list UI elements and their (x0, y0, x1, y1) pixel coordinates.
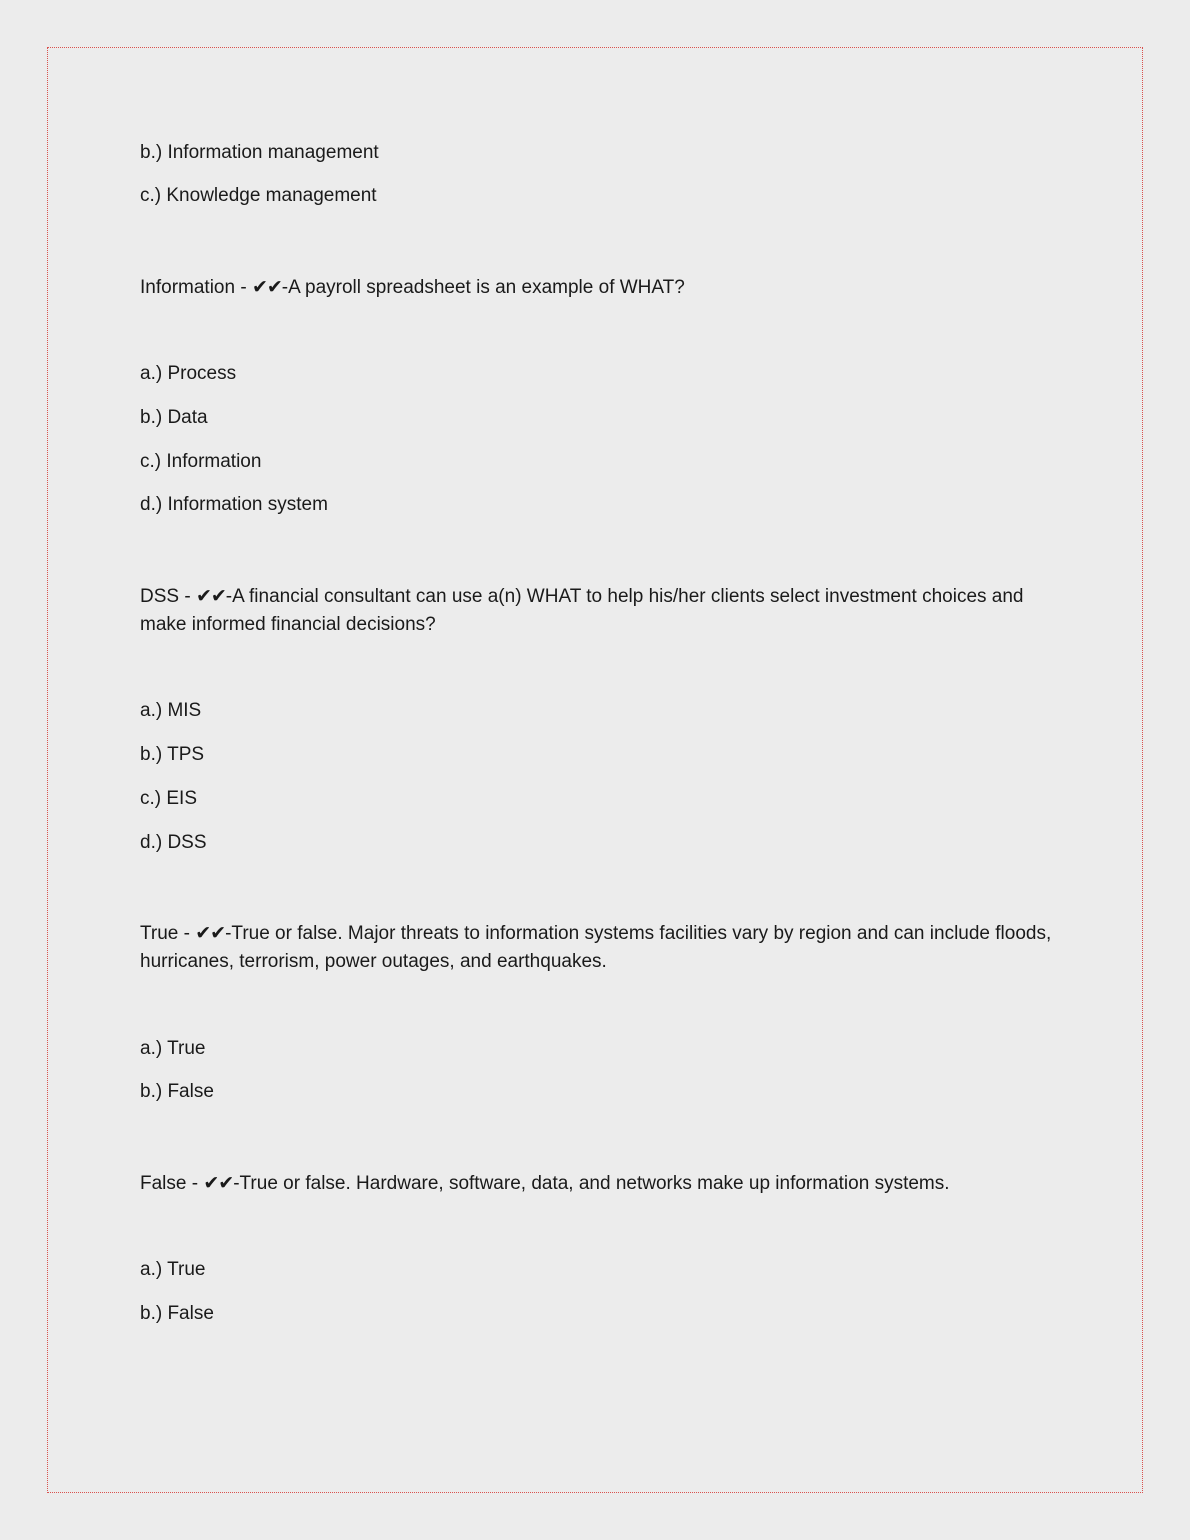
option-item: a.) True (140, 1038, 206, 1059)
answer-label: True - (140, 923, 196, 944)
checkmark-icon: ✔✔ (251, 276, 282, 298)
option-item: b.) False (140, 1303, 214, 1324)
answer-label: DSS - (140, 586, 196, 607)
question-item (140, 273, 1060, 302)
checkmark-icon: ✔✔ (195, 585, 226, 607)
page-border (47, 47, 1143, 1493)
question-item (140, 582, 1060, 639)
option-item: c.) Knowledge management (140, 185, 377, 206)
question-text: -A payroll spreadsheet is an example of WHAT? (281, 277, 685, 298)
option-item: d.) DSS (140, 832, 207, 853)
answer-label: False - (140, 1173, 204, 1194)
question-text: -True or false. Major threats to information systems facilities vary by region and can include floods, hurricanes, terrorism, power outages, and earthquakes. (140, 923, 1052, 972)
answer-label: Information - (140, 277, 252, 298)
option-item: a.) MIS (140, 700, 202, 721)
question-item (140, 919, 1060, 976)
option-item: d.) Information system (140, 494, 328, 515)
option-item: b.) Information management (140, 142, 379, 163)
option-item: c.) Information (140, 451, 262, 472)
question-text: -A financial consultant can use a(n) WHAT to help his/her clients select investment choices and make informed financial decisions? (140, 586, 1024, 635)
checkmark-icon: ✔✔ (203, 1172, 234, 1194)
question-item (140, 1169, 1060, 1198)
option-item: b.) TPS (140, 744, 205, 765)
option-item: a.) Process (140, 363, 237, 384)
option-item: b.) Data (140, 407, 208, 428)
question-text: -True or false. Hardware, software, data, and networks make up information systems. (233, 1173, 950, 1194)
checkmark-icon: ✔✔ (195, 922, 226, 944)
option-item: b.) False (140, 1081, 214, 1102)
option-item: a.) True (140, 1259, 206, 1280)
option-item: c.) EIS (140, 788, 198, 809)
